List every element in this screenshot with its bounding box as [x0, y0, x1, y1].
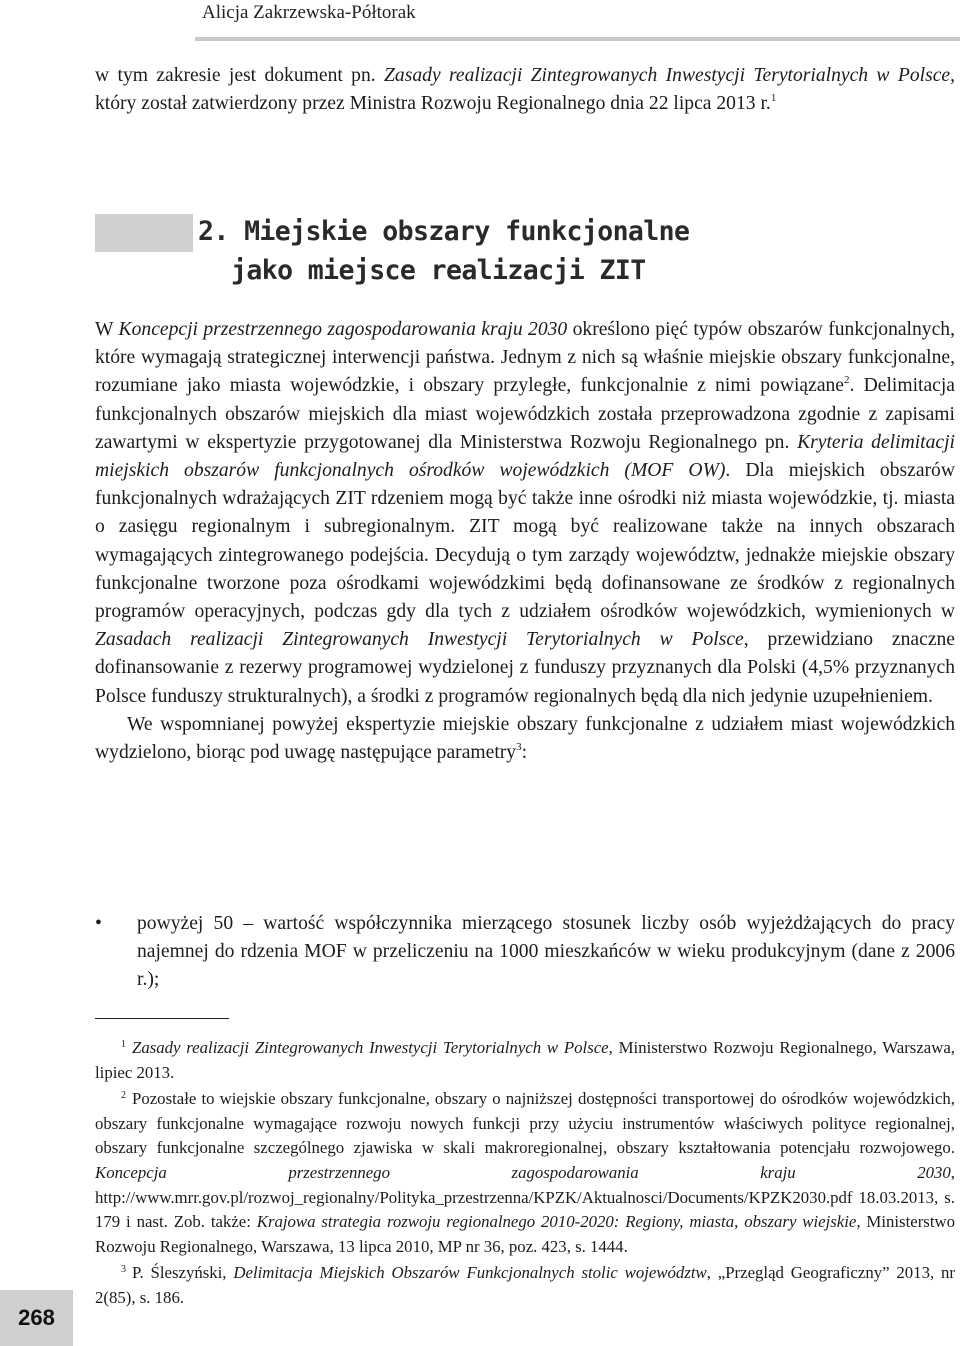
page-number: 268 [18, 1305, 55, 1330]
text-run: określono pięć typów obszarów funkcjonalnych, które wymagają strategicznej interwencji państwa. Jednym z nich są właśnie miejskie obszary funkcjonalne, rozumiane jako miasta wojewódzkie, i obszary przyległe, funkcjonalnie z nimi powiązane [95, 319, 955, 397]
footnote-italic: Koncepcja przestrzennego zagospodarowania kraju 2030 [95, 1162, 951, 1182]
section-heading-line-1: 2. Miejskie obszary funkcjonalne [198, 216, 690, 247]
italic-title-mof: Kryteria delimitacji miejskich obszarów funkcjonalnych ośrodków wojewódzkich (MOF OW) [95, 431, 955, 482]
intro-paragraph [95, 62, 955, 118]
main-paragraph-1 [95, 316, 955, 711]
section-marker-box [95, 214, 193, 252]
footnote-2 [95, 1087, 955, 1259]
main-paragraph-2 [95, 711, 955, 767]
footnote-ref-3[interactable]: 3 [516, 741, 522, 754]
text-run: . Dla miejskich obszarów funkcjonalnych wdrażających ZIT rdzeniem mogą być także inne ośrodki niż miasta wojewódzkie, tj. miasta o zasięgu regionalnym i subregionalnym. ZIT mogą być realizowane także na innych obszarach wymagających zintegrowanego podejścia. Decydują o tym zarządy województw, jednakże miejskie obszary funkcjonalne tworzone poza ośrodkami wojewódzkimi będą dofinansowane ze środków z regionalnych programów operacyjnych, podczas gdy dla tych z udziałem ośrodków wojewódzkich, wymienionych w [95, 460, 955, 623]
footnote-number: 1 [121, 1039, 126, 1050]
footnote-text: , Ministerstwo Rozwoju Regionalnego, Warszawa, 13 lipca 2010, MP nr 36, poz. 423, s. 1444. [95, 1212, 955, 1256]
intro-text-2: , który został zatwierdzony przez Ministra Rozwoju Regionalnego dnia 22 lipca 2013 r. [95, 65, 955, 115]
footnote-separator [95, 1018, 229, 1019]
section-heading [198, 212, 918, 290]
text-run: We wspomnianej powyżej ekspertyzie miejskie obszary funkcjonalne z udziałem miast wojewódzkich wydzielono, biorąc pod uwagę następujące parametry [95, 713, 955, 764]
section-heading-line-2: jako miejsce realizacji ZIT [231, 255, 646, 286]
footnote-text: Pozostałe to wiejskie obszary funkcjonalne, obszary o najniższej dostępności transportowej do ośrodków wojewódzkich, obszary funkcjonalne wymagające rozwoju nowych funkcji przy użyciu instrumentów właściwych polityce regionalnej, obszary funkcjonalne szczególnego zjawiska w skali makroregionalnej, obszary kształtowania potencjału rozwojowego. [95, 1089, 955, 1158]
main-text [95, 316, 955, 767]
intro-title-italic: Zasady realizacji Zintegrowanych Inwestycji Terytorialnych w Polsce [384, 65, 951, 86]
italic-title-zasady: Zasadach realizacji Zintegrowanych Inwestycji Terytorialnych w Polsce [95, 629, 744, 651]
list-item-text: powyżej 50 – wartość współczynnika mierzącego stosunek liczby osób wyjeżdżających do pracy najemnej do rdzenia MOF w przeliczeniu na 1000 mieszkańców w wieku produkcyjnym (dane z 2006 r.); [137, 913, 955, 991]
text-run: . Delimitacja funkcjonalnych obszarów miejskich dla miast wojewódzkich została przeprowadzona zgodnie z zapisami zawartymi w ekspertyzie przygotowanej dla Ministerstwa Rozwoju Regionalnego pn. [95, 375, 955, 453]
italic-title-kpzk: Koncepcji przestrzennego zagospodarowania kraju 2030 [118, 319, 568, 340]
footnote-italic: Delimitacja Miejskich Obszarów Funkcjonalnych stolic województw [233, 1263, 707, 1283]
intro-text-1: w tym zakresie jest dokument pn. [95, 65, 385, 86]
footnote-text: , http://www.mrr.gov.pl/rozwoj_regionalny/Polityka_przestrzenna/KPZK/Aktualnosci/Documents/KPZK2030.pdf 18.03.2013, s. 179 i nast. Zob. także: [95, 1162, 955, 1232]
footnote-number: 3 [121, 1264, 126, 1276]
footnote-3 [95, 1261, 955, 1310]
list-item [95, 910, 955, 995]
footnote-text: P. Śleszyński, [132, 1263, 234, 1283]
footnote-1 [95, 1036, 955, 1085]
footnote-text: , Ministerstwo Rozwoju Regionalnego, Warszawa, lipiec 2013. [95, 1038, 955, 1082]
footnote-ref-2[interactable]: 2 [844, 374, 850, 387]
page-number-box [0, 1290, 73, 1346]
footnotes [95, 1036, 955, 1313]
footnote-italic: Krajowa strategia rozwoju regionalnego 2010-2020: Regiony, miasta, obszary wiejskie [256, 1212, 857, 1232]
text-run: W [95, 319, 119, 340]
text-run: : [521, 742, 528, 764]
header-rule [195, 37, 960, 41]
footnote-number: 2 [121, 1090, 126, 1102]
footnote-italic: Zasady realizacji Zintegrowanych Inwestycji Terytorialnych w Polsce [132, 1038, 609, 1057]
footnote-text: , „Przegląd Geograficzny” 2013, nr 2(85), s. 186. [95, 1263, 955, 1307]
bullet-icon: • [95, 913, 102, 934]
text-run: , przewidziano znaczne dofinansowanie z rezerwy programowej wydzielonej z funduszy przyznanych dla Polski (4,5% przyznanych Polsce funduszy strukturalnych), a środki z programów regionalnych będą dla nich jedynie uzupełnieniem. [95, 629, 956, 707]
footnote-ref-1[interactable]: 1 [770, 92, 777, 105]
parameter-list [95, 910, 955, 995]
running-header-author: Alicja Zakrzewska-Półtorak [202, 2, 416, 23]
